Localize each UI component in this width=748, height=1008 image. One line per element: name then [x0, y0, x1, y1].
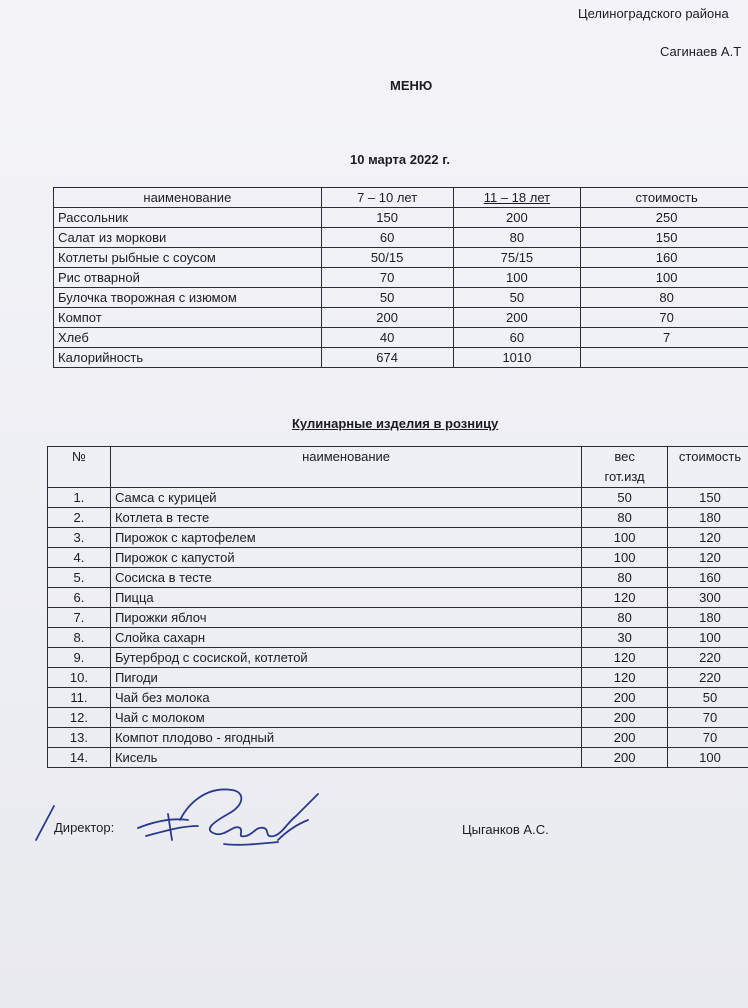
- menu-header-age-7-10: 7 – 10 лет: [321, 188, 453, 208]
- item-number: 12.: [48, 708, 111, 728]
- dish-price: 70: [581, 308, 748, 328]
- item-name: Бутерброд с сосиской, котлетой: [110, 648, 581, 668]
- dish-name: Котлеты рыбные с соусом: [54, 248, 322, 268]
- retail-header-weight: [582, 447, 668, 488]
- portion-11-18: 80: [453, 228, 581, 248]
- table-row: [48, 548, 748, 568]
- portion-7-10: 60: [321, 228, 453, 248]
- retail-header-price: стоимость: [668, 447, 748, 488]
- table-row: [48, 728, 748, 748]
- item-weight: 80: [582, 508, 668, 528]
- dish-name: Рассольник: [54, 208, 322, 228]
- page-title: МЕНЮ: [390, 78, 433, 93]
- item-number: 1.: [48, 488, 111, 508]
- table-row: [48, 648, 748, 668]
- item-weight: 200: [582, 728, 668, 748]
- portion-7-10: 200: [321, 308, 453, 328]
- item-weight: 80: [582, 608, 668, 628]
- item-name: Самса с курицей: [110, 488, 581, 508]
- menu-date: 10 марта 2022 г.: [350, 152, 450, 167]
- item-price: 300: [668, 588, 748, 608]
- item-number: 5.: [48, 568, 111, 588]
- dish-name: Хлеб: [54, 328, 322, 348]
- calories-label: Калорийность: [54, 348, 322, 368]
- item-price: 100: [668, 748, 748, 768]
- table-row: [54, 268, 748, 288]
- item-weight: 100: [582, 528, 668, 548]
- dish-name: Салат из моркови: [54, 228, 322, 248]
- item-name: Сосиска в тесте: [110, 568, 581, 588]
- portion-11-18: 50: [453, 288, 581, 308]
- item-number: 7.: [48, 608, 111, 628]
- dish-name: Компот: [54, 308, 322, 328]
- table-row: [54, 348, 748, 368]
- portion-11-18: 100: [453, 268, 581, 288]
- menu-header-price: стоимость: [581, 188, 748, 208]
- retail-table: [47, 446, 748, 768]
- table-row: [48, 608, 748, 628]
- approver-name: Сагинаев А.Т: [660, 44, 742, 59]
- dish-price: 80: [581, 288, 748, 308]
- item-number: 2.: [48, 508, 111, 528]
- table-row: [48, 508, 748, 528]
- retail-header-name: наименование: [110, 447, 581, 488]
- portion-7-10: 70: [321, 268, 453, 288]
- item-price: 120: [668, 528, 748, 548]
- item-weight: 80: [582, 568, 668, 588]
- retail-header-number: №: [48, 447, 111, 488]
- item-weight: 200: [582, 688, 668, 708]
- dish-name: Рис отварной: [54, 268, 322, 288]
- menu-header-row: [54, 188, 748, 208]
- item-name: Кисель: [110, 748, 581, 768]
- table-row: [48, 488, 748, 508]
- item-price: 150: [668, 488, 748, 508]
- retail-header-row: [48, 447, 748, 488]
- table-row: [54, 228, 748, 248]
- item-name: Пицца: [110, 588, 581, 608]
- item-price: 70: [668, 728, 748, 748]
- item-weight: 50: [582, 488, 668, 508]
- portion-11-18: 75/15: [453, 248, 581, 268]
- portion-7-10: 40: [321, 328, 453, 348]
- dish-price: 7: [581, 328, 748, 348]
- item-weight: 200: [582, 748, 668, 768]
- dish-price: 250: [581, 208, 748, 228]
- calories-7-10: 674: [321, 348, 453, 368]
- item-weight: 30: [582, 628, 668, 648]
- item-price: 100: [668, 628, 748, 648]
- director-label: Директор:: [54, 820, 115, 835]
- retail-title: Кулинарные изделия в розницу: [292, 416, 499, 431]
- item-price: 220: [668, 668, 748, 688]
- item-number: 8.: [48, 628, 111, 648]
- item-name: Чай с молоком: [110, 708, 581, 728]
- item-price: 180: [668, 608, 748, 628]
- portion-11-18: 200: [453, 208, 581, 228]
- director-signature: [128, 780, 328, 860]
- item-number: 4.: [48, 548, 111, 568]
- table-row: [54, 288, 748, 308]
- item-number: 11.: [48, 688, 111, 708]
- retail-header-weight-line2: гот.изд: [604, 469, 645, 484]
- menu-header-age-11-18: 11 – 18 лет: [453, 188, 581, 208]
- table-row: [48, 668, 748, 688]
- item-number: 10.: [48, 668, 111, 688]
- item-price: 220: [668, 648, 748, 668]
- district-line: Целиноградского района: [578, 6, 729, 21]
- portion-11-18: 200: [453, 308, 581, 328]
- item-price: 50: [668, 688, 748, 708]
- dish-price: 160: [581, 248, 748, 268]
- item-number: 14.: [48, 748, 111, 768]
- table-row: [48, 708, 748, 728]
- table-row: [48, 628, 748, 648]
- item-name: Пирожки яблоч: [110, 608, 581, 628]
- item-number: 3.: [48, 528, 111, 548]
- item-name: Котлета в тесте: [110, 508, 581, 528]
- calories-11-18: 1010: [453, 348, 581, 368]
- item-name: Пирожок с капустой: [110, 548, 581, 568]
- item-price: 160: [668, 568, 748, 588]
- portion-7-10: 50/15: [321, 248, 453, 268]
- director-name: Цыганков А.С.: [462, 822, 549, 837]
- item-number: 13.: [48, 728, 111, 748]
- table-row: [54, 308, 748, 328]
- item-weight: 200: [582, 708, 668, 728]
- item-weight: 100: [582, 548, 668, 568]
- retail-header-weight-line1: вес: [614, 449, 635, 464]
- menu-header-name: наименование: [54, 188, 322, 208]
- item-weight: 120: [582, 588, 668, 608]
- table-row: [54, 328, 748, 348]
- table-row: [48, 688, 748, 708]
- item-number: 6.: [48, 588, 111, 608]
- menu-table: [53, 187, 748, 368]
- table-row: [48, 568, 748, 588]
- item-name: Слойка сахарн: [110, 628, 581, 648]
- item-price: 180: [668, 508, 748, 528]
- dish-price: 100: [581, 268, 748, 288]
- item-name: Пигоди: [110, 668, 581, 688]
- item-name: Компот плодово - ягодный: [110, 728, 581, 748]
- table-row: [48, 588, 748, 608]
- table-row: [54, 248, 748, 268]
- item-weight: 120: [582, 668, 668, 688]
- dish-price: 150: [581, 228, 748, 248]
- item-weight: 120: [582, 648, 668, 668]
- table-row: [48, 748, 748, 768]
- item-name: Чай без молока: [110, 688, 581, 708]
- item-price: 120: [668, 548, 748, 568]
- item-price: 70: [668, 708, 748, 728]
- portion-7-10: 150: [321, 208, 453, 228]
- item-number: 9.: [48, 648, 111, 668]
- dish-name: Булочка творожная с изюмом: [54, 288, 322, 308]
- portion-7-10: 50: [321, 288, 453, 308]
- portion-11-18: 60: [453, 328, 581, 348]
- calories-price: [581, 348, 748, 368]
- table-row: [48, 528, 748, 548]
- item-name: Пирожок с картофелем: [110, 528, 581, 548]
- table-row: [54, 208, 748, 228]
